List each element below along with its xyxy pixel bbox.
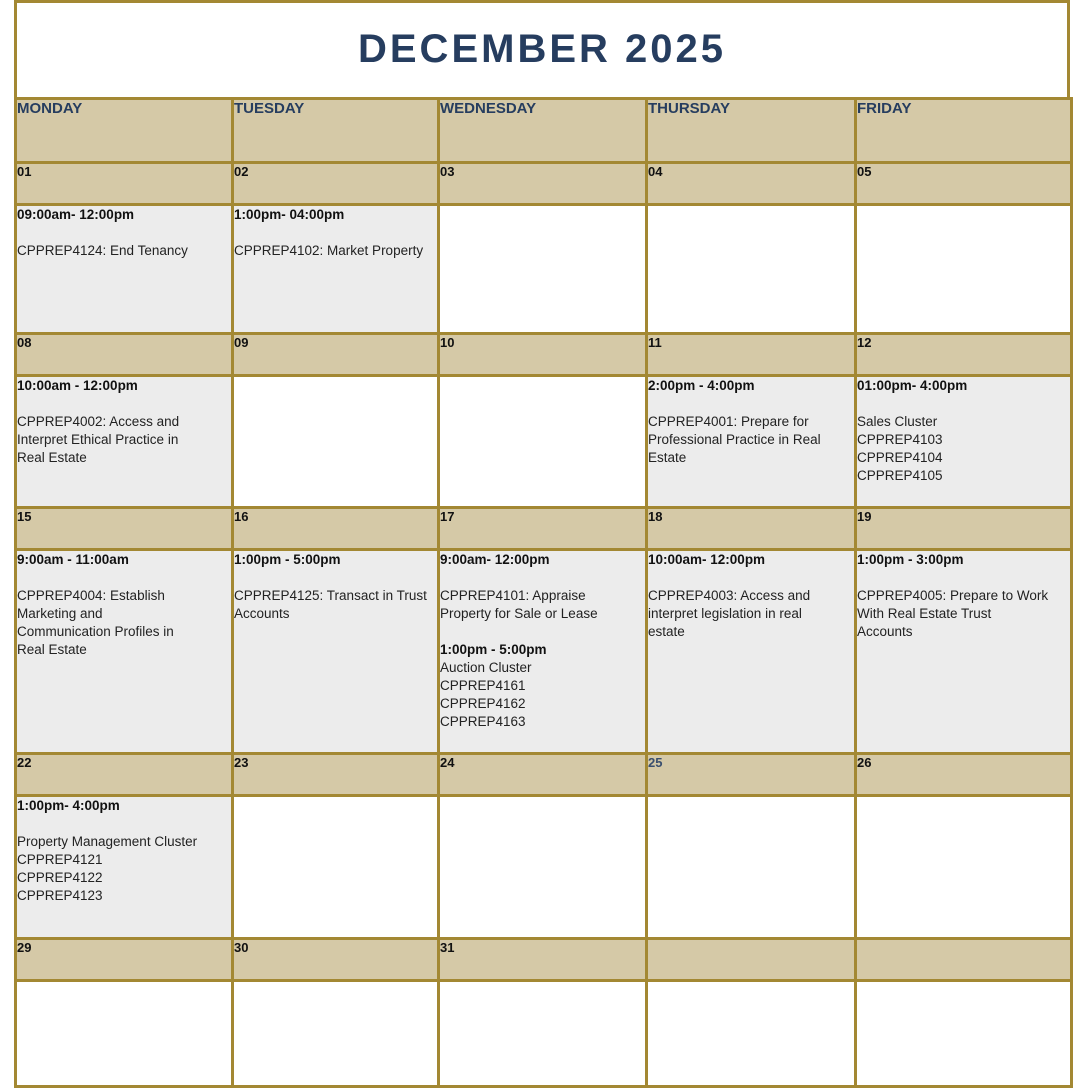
event-description: CPPREP4004: Establish Marketing and Communication Profiles in Real Estate bbox=[17, 588, 174, 657]
empty-cell bbox=[856, 205, 1072, 334]
event-time: 1:00pm - 3:00pm bbox=[857, 552, 964, 567]
event-time: 09:00am- 12:00pm bbox=[17, 207, 135, 222]
date-number: 22 bbox=[16, 754, 233, 796]
date-row bbox=[16, 508, 1072, 550]
weekday-tuesday: TUESDAY bbox=[233, 99, 439, 163]
date-row bbox=[16, 754, 1072, 796]
event-cell bbox=[233, 205, 439, 334]
event-description: CPPREP4124: End Tenancy bbox=[17, 243, 188, 258]
calendar-grid bbox=[14, 97, 1073, 1088]
weekday-monday: MONDAY bbox=[16, 99, 233, 163]
calendar-frame bbox=[14, 0, 1070, 1080]
event-time: 10:00am - 12:00pm bbox=[17, 378, 138, 393]
empty-cell bbox=[233, 796, 439, 939]
date-number: 26 bbox=[856, 754, 1072, 796]
empty-cell bbox=[647, 981, 856, 1087]
weekday-thursday: THURSDAY bbox=[647, 99, 856, 163]
event-row bbox=[16, 205, 1072, 334]
date-number: 01 bbox=[16, 163, 233, 205]
date-number: 25 bbox=[647, 754, 856, 796]
event-cell bbox=[856, 376, 1072, 508]
event-description: CPPREP4102: Market Property bbox=[234, 243, 424, 258]
date-number: 03 bbox=[439, 163, 647, 205]
event-time: 1:00pm- 04:00pm bbox=[234, 207, 345, 222]
date-number: 29 bbox=[16, 939, 233, 981]
event-row bbox=[16, 550, 1072, 754]
date-number: 08 bbox=[16, 334, 233, 376]
date-number: 10 bbox=[439, 334, 647, 376]
empty-cell bbox=[439, 981, 647, 1087]
date-number bbox=[647, 939, 856, 981]
empty-cell bbox=[856, 981, 1072, 1087]
event-description: CPPREP4101: Appraise Property for Sale or Lease bbox=[440, 588, 598, 621]
date-row bbox=[16, 939, 1072, 981]
event-cell bbox=[16, 550, 233, 754]
event-description: Property Management Cluster CPPREP4121 CPPREP4122 CPPREP4123 bbox=[17, 834, 198, 903]
event-description: CPPREP4003: Access and interpret legislation in real estate bbox=[648, 588, 811, 639]
date-number: 19 bbox=[856, 508, 1072, 550]
date-number: 17 bbox=[439, 508, 647, 550]
event-time: 2:00pm - 4:00pm bbox=[648, 378, 755, 393]
empty-cell bbox=[647, 796, 856, 939]
weekday-header-row bbox=[16, 99, 1072, 163]
empty-cell bbox=[233, 376, 439, 508]
event-time-second: 1:00pm - 5:00pm bbox=[440, 642, 547, 657]
date-number: 31 bbox=[439, 939, 647, 981]
date-number: 11 bbox=[647, 334, 856, 376]
event-cell bbox=[16, 205, 233, 334]
empty-cell bbox=[856, 796, 1072, 939]
date-number: 02 bbox=[233, 163, 439, 205]
date-row bbox=[16, 334, 1072, 376]
date-number: 09 bbox=[233, 334, 439, 376]
event-cell bbox=[16, 376, 233, 508]
event-description: CPPREP4001: Prepare for Professional Practice in Real Estate bbox=[648, 414, 821, 465]
event-row bbox=[16, 981, 1072, 1087]
date-number: 16 bbox=[233, 508, 439, 550]
event-cell bbox=[647, 550, 856, 754]
event-description: CPPREP4125: Transact in Trust Accounts bbox=[234, 588, 427, 621]
empty-cell bbox=[16, 981, 233, 1087]
title-bar bbox=[17, 3, 1067, 97]
date-number: 30 bbox=[233, 939, 439, 981]
event-cell bbox=[647, 376, 856, 508]
empty-cell bbox=[647, 205, 856, 334]
weekday-wednesday: WEDNESDAY bbox=[439, 99, 647, 163]
date-number: 18 bbox=[647, 508, 856, 550]
event-cell bbox=[233, 550, 439, 754]
event-row bbox=[16, 376, 1072, 508]
date-number: 24 bbox=[439, 754, 647, 796]
event-cell bbox=[16, 796, 233, 939]
date-row bbox=[16, 163, 1072, 205]
event-time: 10:00am- 12:00pm bbox=[648, 552, 766, 567]
event-time: 01:00pm- 4:00pm bbox=[857, 378, 968, 393]
date-number: 05 bbox=[856, 163, 1072, 205]
event-row bbox=[16, 796, 1072, 939]
empty-cell bbox=[439, 205, 647, 334]
event-description-second: Auction Cluster CPPREP4161 CPPREP4162 CPPREP4163 bbox=[440, 660, 532, 729]
event-time: 9:00am- 12:00pm bbox=[440, 552, 550, 567]
event-cell bbox=[439, 550, 647, 754]
event-cell bbox=[856, 550, 1072, 754]
event-description: CPPREP4002: Access and Interpret Ethical Practice in Real Estate bbox=[17, 414, 180, 465]
event-description: CPPREP4005: Prepare to Work With Real Estate Trust Accounts bbox=[857, 588, 1049, 639]
date-number: 04 bbox=[647, 163, 856, 205]
empty-cell bbox=[439, 376, 647, 508]
event-time: 1:00pm- 4:00pm bbox=[17, 798, 120, 813]
date-number: 15 bbox=[16, 508, 233, 550]
weekday-friday: FRIDAY bbox=[856, 99, 1072, 163]
date-number: 12 bbox=[856, 334, 1072, 376]
calendar-title: DECEMBER 2025 bbox=[357, 26, 726, 71]
event-time: 1:00pm - 5:00pm bbox=[234, 552, 341, 567]
date-number bbox=[856, 939, 1072, 981]
date-number: 23 bbox=[233, 754, 439, 796]
empty-cell bbox=[439, 796, 647, 939]
event-time: 9:00am - 11:00am bbox=[17, 552, 129, 567]
event-description: Sales Cluster CPPREP4103 CPPREP4104 CPPREP4105 bbox=[857, 414, 943, 483]
empty-cell bbox=[233, 981, 439, 1087]
